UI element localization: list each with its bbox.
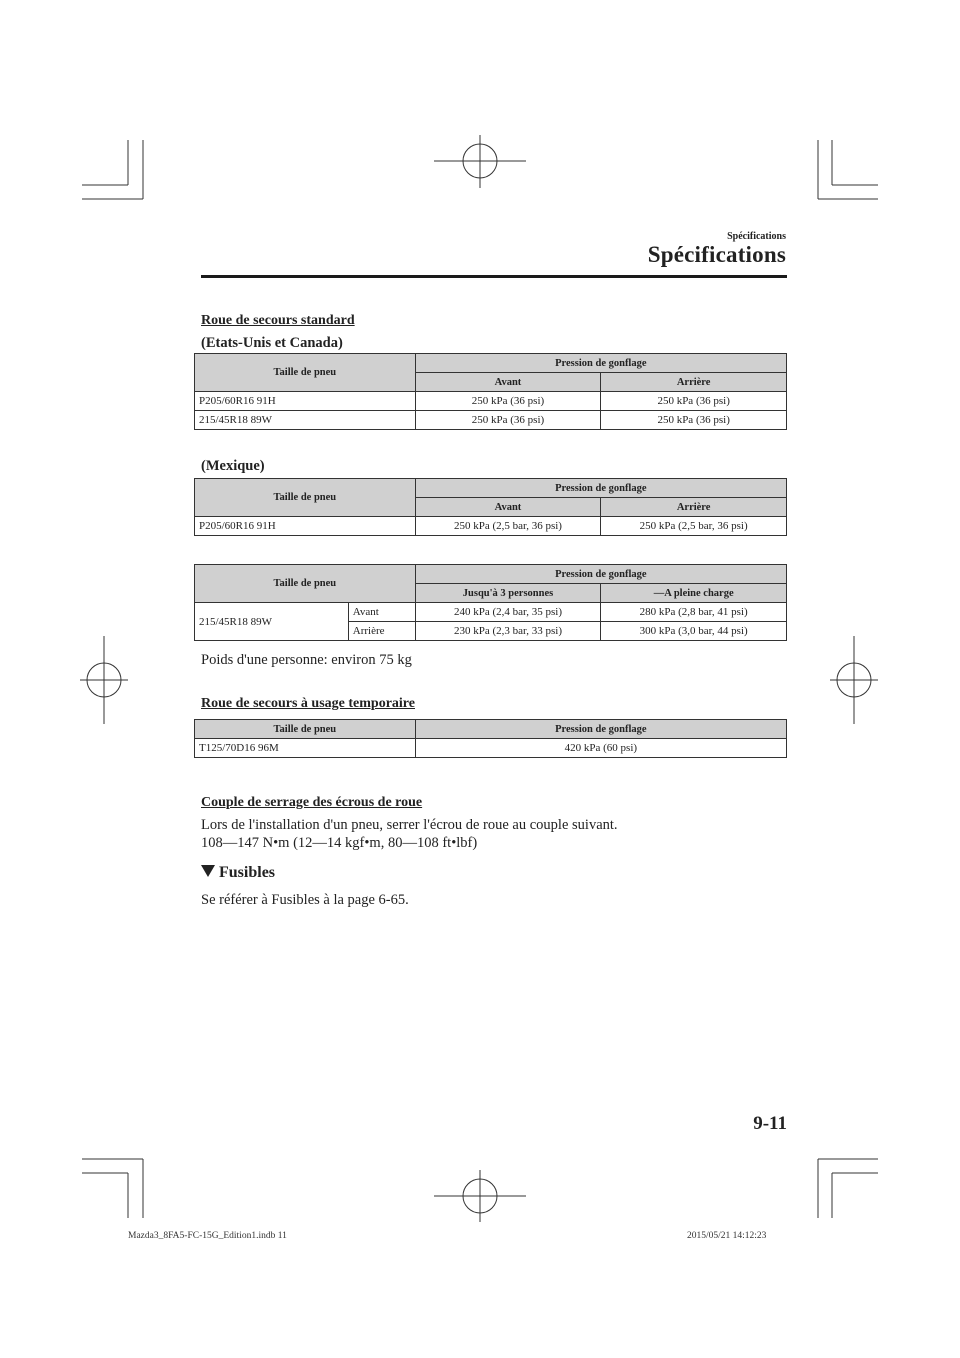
mexico-pressure-table [194,478,787,536]
col-header-pressure: Pression de gonflage [415,565,786,584]
header-rule [201,275,787,278]
col-header-rear: Arrière [601,373,787,392]
table-row [195,392,787,411]
col-header-tire-size: Taille de pneu [195,720,416,739]
fuses-heading-row [201,864,275,882]
rear-pressure-cell: 250 kPa (36 psi) [601,411,787,430]
col-header-tire-size: Taille de pneu [195,479,416,517]
usa-canada-heading: (Etats-Unis et Canada) [201,335,343,351]
table-row [195,411,787,430]
person-weight-note: Poids d'une personne: environ 75 kg [201,652,412,668]
footer-filename: Mazda3_8FA5-FC-15G_Edition1.indb 11 [128,1231,287,1241]
mexico-heading: (Mexique) [201,458,265,474]
front-pressure-cell: 250 kPa (36 psi) [415,392,601,411]
table-row [195,517,787,536]
full-load-pressure-cell: 300 kPa (3,0 bar, 44 psi) [601,622,787,641]
spare-standard-heading: Roue de secours standard [201,313,355,328]
footer-timestamp: 2015/05/21 14:12:23 [687,1231,767,1241]
front-pressure-cell: 250 kPa (36 psi) [415,411,601,430]
torque-heading: Couple de serrage des écrous de roue [201,795,423,810]
up-to-3-pressure-cell: 240 kPa (2,4 bar, 35 psi) [415,603,601,622]
table-row [195,603,787,622]
position-cell: Avant [348,603,415,622]
page-number: 9-11 [753,1113,787,1134]
tire-size-cell: T125/70D16 96M [195,739,416,758]
section-label: Spécifications [727,231,786,242]
tire-size-cell: P205/60R16 91H [195,392,416,411]
rear-pressure-cell: 250 kPa (36 psi) [601,392,787,411]
col-header-pressure: Pression de gonflage [415,720,786,739]
up-to-3-pressure-cell: 230 kPa (2,3 bar, 33 psi) [415,622,601,641]
col-header-tire-size: Taille de pneu [195,565,416,603]
fuses-reference: Se référer à Fusibles à la page 6-65. [201,892,409,908]
spare-temporary-heading: Roue de secours à usage temporaire [201,696,415,711]
triangle-down-icon [201,865,215,877]
position-cell: Arrière [348,622,415,641]
col-header-rear: Arrière [601,498,787,517]
col-header-full-load: —A pleine charge [601,584,787,603]
tire-size-cell: 215/45R18 89W [195,411,416,430]
col-header-up-to-3: Jusqu'à 3 personnes [415,584,601,603]
col-header-front: Avant [415,373,601,392]
table-row [195,739,787,758]
col-header-pressure: Pression de gonflage [415,354,786,373]
rear-pressure-cell: 250 kPa (2,5 bar, 36 psi) [601,517,787,536]
tire-size-cell: 215/45R18 89W [195,603,349,641]
pressure-cell: 420 kPa (60 psi) [415,739,786,758]
col-header-pressure: Pression de gonflage [415,479,786,498]
front-pressure-cell: 250 kPa (2,5 bar, 36 psi) [415,517,601,536]
temporary-pressure-table [194,719,787,758]
page-title: Spécifications [647,242,786,267]
usa-pressure-table [194,353,787,430]
torque-instruction: Lors de l'installation d'un pneu, serrer l'écrou de roue au couple suivant. [201,817,618,833]
col-header-tire-size: Taille de pneu [195,354,416,392]
torque-values: 108—147 N•m (12—14 kgf•m, 80—108 ft•lbf) [201,835,478,851]
fuses-heading: Fusibles [219,864,276,881]
col-header-front: Avant [415,498,601,517]
load-pressure-table [194,564,787,641]
tire-size-cell: P205/60R16 91H [195,517,416,536]
full-load-pressure-cell: 280 kPa (2,8 bar, 41 psi) [601,603,787,622]
